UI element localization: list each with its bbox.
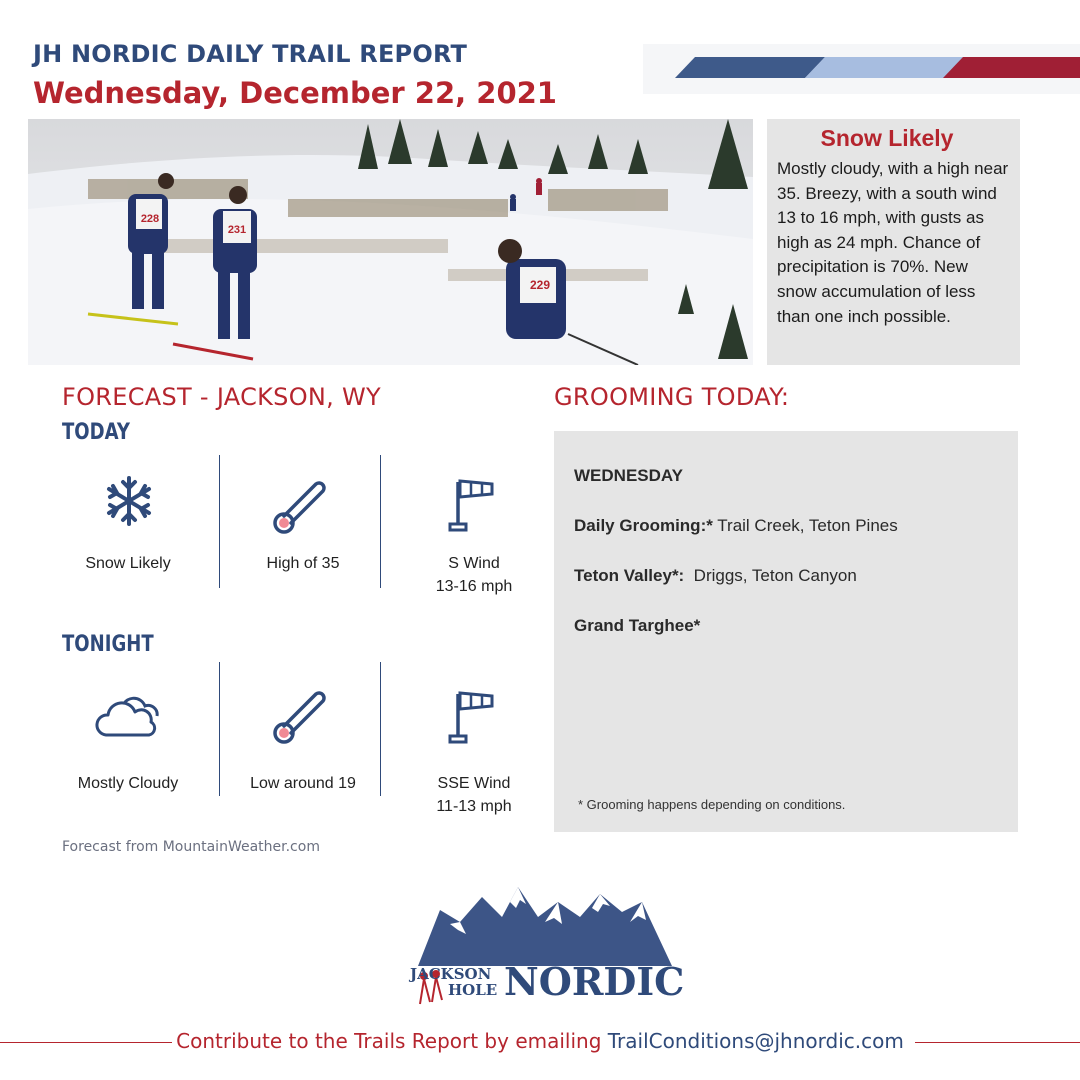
grooming-daily: Daily Grooming:* Trail Creek, Teton Pines (574, 516, 898, 535)
logo-hole: HOLE (448, 981, 498, 999)
grooming-note: * Grooming happens depending on conditions. (578, 797, 846, 812)
divider (219, 662, 220, 796)
tonight-wind-speed: 11-13 mph (436, 798, 512, 815)
tonight-wind (394, 772, 554, 818)
tonight-label: TONIGHT (62, 632, 154, 657)
bib-228: 228 (140, 213, 160, 225)
today-wind-speed: 13-16 mph (435, 578, 513, 595)
today-wind-direction: S Wind (448, 555, 500, 572)
windsock-icon (442, 686, 502, 746)
summary-title: Snow Likely (820, 125, 954, 151)
weather-summary-panel (767, 119, 1020, 365)
report-date: Wednesday, December 22, 2021 (33, 76, 557, 110)
summary-text: Mostly cloudy, with a high near 35. Breezy, with a south wind 13 to 16 mph, with gusts as high as 24 mph. Chance of precipitation is 70%. New snow accumulation of less than one inch possible. (777, 159, 1009, 326)
tonight-wind-direction: SSE Wind (437, 775, 511, 792)
thermometer-icon (270, 476, 330, 536)
grooming-teton-valley: Teton Valley*: Driggs, Teton Canyon (574, 566, 857, 585)
bib-231: 231 (227, 224, 247, 236)
footer-email-link[interactable]: TrailConditions@jhnordic.com (607, 1029, 904, 1053)
today-wind (394, 552, 554, 598)
divider (219, 455, 220, 588)
footer (0, 1029, 1080, 1053)
today-label: TODAY (62, 420, 130, 445)
forecast-title: FORECAST - JACKSON, WY (62, 383, 381, 411)
skiers-photo (28, 119, 753, 365)
bib-229: 229 (529, 278, 551, 292)
tonight-condition: Mostly Cloudy (77, 775, 179, 792)
divider (380, 662, 381, 796)
snowflake-icon (84, 473, 174, 529)
windsock-icon (442, 474, 502, 534)
footer-lead: Contribute to the Trails Report by emailing (176, 1029, 608, 1053)
today-condition: Snow Likely (85, 555, 171, 572)
cloud-icon (92, 690, 166, 740)
jackson-hole-nordic-logo (410, 882, 685, 1012)
logo-nordic: NORDIC (504, 959, 685, 1004)
logo-jackson: JACKSON (410, 965, 492, 983)
forecast-credit: Forecast from MountainWeather.com (62, 839, 320, 855)
grooming-title: GROOMING TODAY: (554, 383, 790, 411)
today-high: High of 35 (266, 555, 340, 572)
divider (380, 455, 381, 588)
thermometer-icon (270, 686, 330, 746)
grooming-grand-targhee: Grand Targhee* (574, 616, 701, 635)
grooming-panel (554, 431, 1018, 832)
header-stripes (643, 44, 1080, 94)
tonight-low: Low around 19 (250, 775, 356, 792)
grooming-day: WEDNESDAY (574, 466, 683, 485)
report-title: JH NORDIC DAILY TRAIL REPORT (33, 40, 468, 68)
